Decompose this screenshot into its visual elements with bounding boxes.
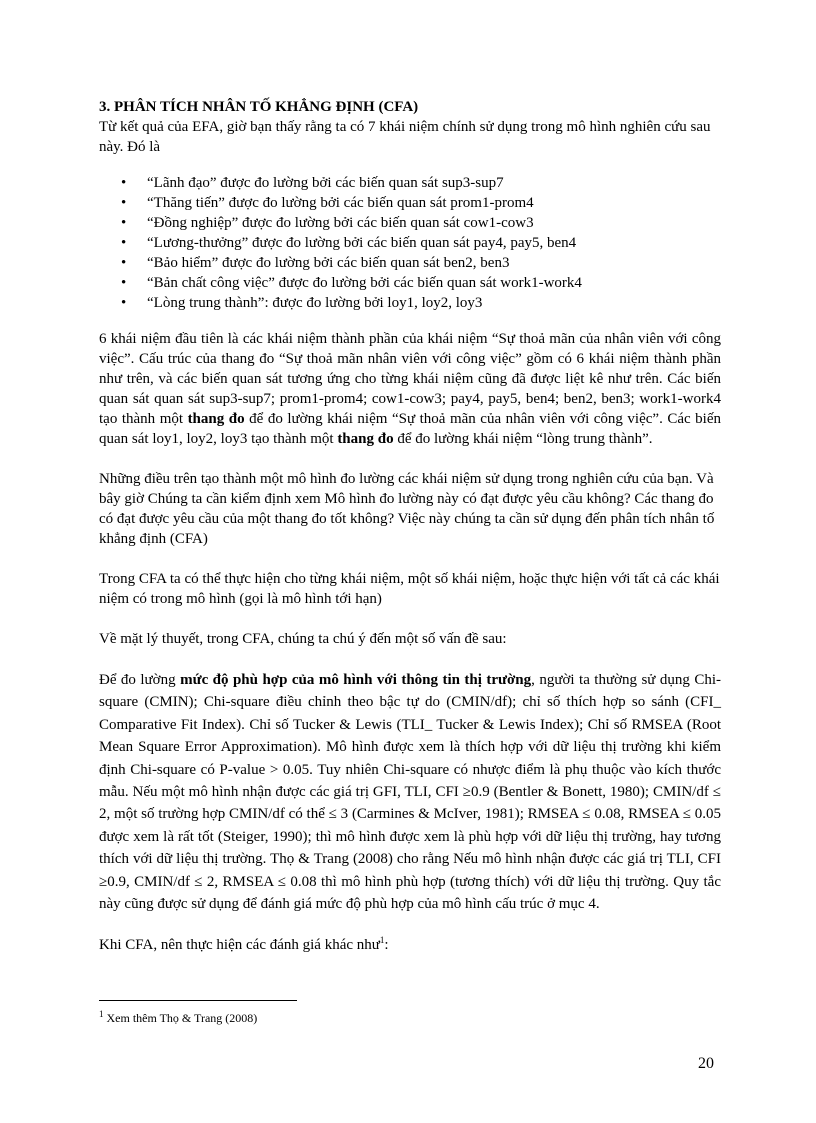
list-item: • “Bản chất công việc” được đo lường bởi các biến quan sát work1-work4 <box>121 275 582 291</box>
list-item: • “Lòng trung thành”: được đo lường bởi loy1, loy2, loy3 <box>121 295 483 311</box>
theory-paragraph: Về mặt lý thuyết, trong CFA, chúng ta chú ý đến một số vấn đề sau: <box>99 631 507 647</box>
fit-indices-paragraph: Để đo lường mức độ phù hợp của mô hình với thông tin thị trường, người ta thường sử dụng Chi-square (CMIN); Chi-square điều chỉnh theo bậc tự do (CMIN/df); chỉ số thích hợp so sánh (CFI_ Comparative Fit Index). Chỉ số Tucker & Lewis (TLI_ Tucker & Lewis Index); Chỉ số RMSEA (Root Mean Square Error Approximation). Mô hình được xem là thích hợp với dữ liệu thị trường khi kiểm định Chi-square có P-value > 0.05. Tuy nhiên Chi-square có nhược điểm là phụ thuộc vào kích thước mẫu. Nếu một mô hình nhận được các giá trị GFI, TLI, CFI ≥0.9 (Bentler & Bonett, 1980); CMIN/df ≤ 2, một số trường hợp CMIN/df có thể ≤ 3 (Carmines & McIver, 1981); RMSEA ≤ 0.08, RMSEA ≤ 0.05 được xem là rất tốt (Steiger, 1990); thì mô hình được xem là phù hợp với dữ liệu thị trường, hay tương thích với dữ liệu thị trường. Thọ & Trang (2008) cho rằng Nếu mô hình nhận được các giá trị TLI, CFI ≥0.9, CMIN/df ≤ 2, RMSEA ≤ 0.08 thì mô hình phù hợp (tương thích) với dữ liệu thị trường. Quy tắc này cũng được sử dụng để đánh giá mức độ phù hợp của mô hình cấu trúc ở mục 4. <box>99 672 722 913</box>
document-body <box>99 97 721 955</box>
bullet-icon: • <box>121 255 127 271</box>
concept-list <box>99 173 721 313</box>
bullet-icon: • <box>121 275 127 291</box>
footnote-reference: 1 <box>379 935 385 946</box>
footnote-divider <box>99 1000 297 1001</box>
page-number: 20 <box>698 1055 714 1072</box>
list-item: • “Bảo hiểm” được đo lường bởi các biến quan sát ben2, ben3 <box>121 255 510 271</box>
list-item: • “Thăng tiến” được đo lường bởi các biến quan sát prom1-prom4 <box>121 195 534 211</box>
footnote: $^1$ Xem thêm Thọ & Trang (2008) <box>99 1009 258 1025</box>
bullet-icon: • <box>121 295 127 311</box>
bullet-icon: • <box>121 215 127 231</box>
bullet-icon: • <box>121 195 127 211</box>
bold-term: mức độ phù hợp của mô hình với thông tin thị trường <box>180 672 532 688</box>
bullet-icon: • <box>121 175 127 191</box>
concepts-paragraph: 6 khái niệm đầu tiên là các khái niệm thành phần của khái niệm “Sự thoả mãn của nhân viên với công việc”. Cấu trúc của thang đo “Sự thoả mãn nhân viên với công việc” gồm có 6 khái niệm thành phần như trên, và các biến quan sát tương ứng cho từng khái niệm cũng đã được liệt kê như trên. Các biến quan sát quan sát sup3-sup7; prom1-prom4; cow1-cow3; pay4, pay5, ben4; ben2, ben3; work1-work4 tạo thành một thang đo để đo lường khái niệm “Sự thoả mãn của nhân viên với công việc”. Các biến quan sát loy1, loy2, loy3 tạo thành một thang đo để đo lường khái niệm “lòng trung thành”. <box>99 331 722 447</box>
cfa-evaluation-paragraph: Khi CFA, nên thực hiện các đánh giá khác như$^1$: <box>99 935 389 954</box>
intro-paragraph: Từ kết quả của EFA, giờ bạn thấy rằng ta có 7 khái niệm chính sử dụng trong mô hình nghiên cứu sau này. Đó là <box>99 119 711 155</box>
bullet-icon: • <box>121 235 127 251</box>
bold-term: thang đo <box>337 431 394 447</box>
footnote-marker: 1 <box>99 1009 104 1019</box>
cfa-scope-paragraph: Trong CFA ta có thể thực hiện cho từng khái niệm, một số khái niệm, hoặc thực hiện với tất cả các khái niệm có trong mô hình (gọi là mô hình tới hạn) <box>99 571 720 607</box>
section-heading: 3. PHÂN TÍCH NHÂN TỐ KHẲNG ĐỊNH (CFA) <box>99 99 419 115</box>
model-paragraph: Những điều trên tạo thành một mô hình đo lường các khái niệm sử dụng trong nghiên cứu của bạn. Và bây giờ Chúng ta cần kiểm định xem Mô hình đo lường này có đạt được yêu cầu không? Các thang đo có đạt được yêu cầu của một thang đo tốt không? Việc này chúng ta cần sử dụng đến phân tích nhân tố khẳng định (CFA) <box>99 471 715 547</box>
list-item: • “Lương-thưởng” được đo lường bởi các biến quan sát pay4, pay5, ben4 <box>121 235 577 251</box>
list-item: • “Đồng nghiệp” được đo lường bởi các biến quan sát cow1-cow3 <box>121 215 534 231</box>
bold-term: thang đo <box>187 411 245 427</box>
list-item: • “Lãnh đạo” được đo lường bởi các biến quan sát sup3-sup7 <box>121 175 504 191</box>
